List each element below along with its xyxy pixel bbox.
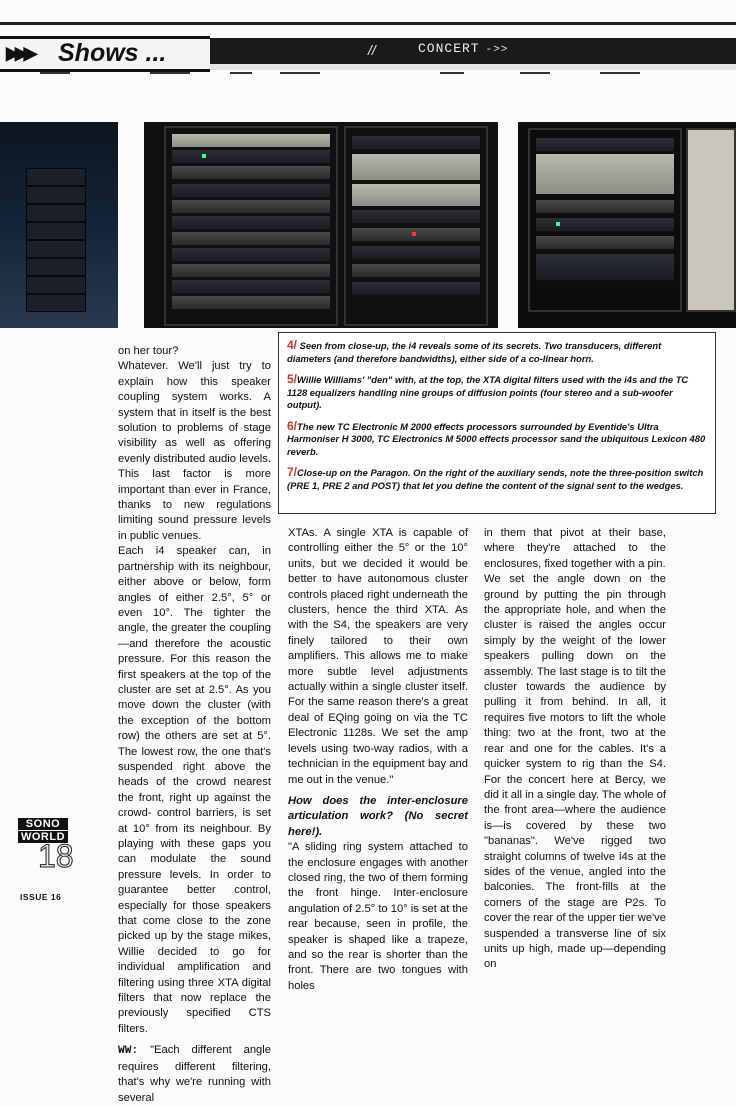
rack-unit [172,248,330,262]
rack-unit [172,134,330,148]
article-column-1 [118,344,271,1106]
paragraph: in them that pivot at their base, where they're attached to the enclosures, fixed together with a pin. [484,527,666,570]
header-dash [520,72,550,74]
rack-unit [536,138,674,152]
header-dash [280,72,320,74]
speaker-initials: WW: [118,1045,139,1058]
rack-unit [536,254,674,281]
header-rule-top [0,22,736,25]
rack-unit [352,264,480,278]
logo-world: WORLD [18,831,68,843]
caption-text: The new TC Electronic M 2000 effects processors surrounded by Eventide's Ultra Harmoniser H 3000, TC Electronics M 5000 effects processor sand the ubiquitous Lexicon 480 reverb. [287,420,706,457]
header-dash [440,72,464,74]
article-column-2 [288,526,468,994]
issue-number: ISSUE 16 [20,892,62,902]
caption-7 [287,466,707,492]
rack-unit [536,218,674,232]
caption-number: 4/ [287,338,298,352]
header-dash [40,72,70,74]
rack-unit [172,166,330,180]
header-dash [230,72,252,74]
paragraph: XTAs. A single XTA is capable of controlling either the 5° or the 10° units, but we decided it would be better to have autonomous cluster controls placed right underneath the clusters, hence the third XTA. As with the S4, the speakers are very finely tailored to their own amplifiers. This allows me to make more subtle level adjustments actually within a single cluster itself. For the same reason there's a great deal of EQing going on via the TC Electronic 1128s. We set the amp levels using two-way radios, with a technician in the equipment bay and me out in the venue." [288,527,468,786]
rack-unit [352,282,480,296]
rack-frame [344,126,488,326]
paragraph: Each i4 speaker can, in partnership with its neighbour, either above or below, form angles of either 2.5°, 5° or even 10°. The tighter the angle, the greater the coupling—and therefore the acoustic pressure. For this reason the first speakers at the top of the cluster are set at 2.5°. As you move down the cluster (with the exception of the bottom row) the others are set at 5°. The lowest row, the one that's suspended right above the heads of the crowd nearest the front, right up against the crowd- control barriers, is set at 10° from its neighbour. By playing with these gaps you can modulate the sound pressure levels. In order to guarantee better control, especially for those speakers that come close to the zone picked up by the stage mikes, Willie decided to go for individual amplification and filtering using three XTA digital filters that now replace the previously specified CTS filters. [118,545,271,1035]
concert-arrow: ->> [485,44,509,56]
article-column-3 [484,526,666,973]
speaker-box [26,294,86,312]
paragraph: on her tour? [118,345,179,357]
arrows-icon: ▶▶▶ [6,43,33,63]
rack-unit [172,264,330,278]
speaker-box [26,222,86,240]
rack-unit [172,280,330,294]
speaker-box [26,186,86,204]
header-dash [150,72,190,74]
photo-captions [278,332,716,514]
caption-text: Willie Williams' "den" with, at the top, the XTA digital filters used with the i4s and the TC 1128 equalizers handling nine groups of diffusion points (four stereo and a sub-woofer output). [287,374,689,410]
rack-unit [172,216,330,230]
interview-question: How does the inter-enclosure articulation work? (No secret here!). [288,794,468,838]
speaker-box [26,240,86,258]
caption-number: 7/ [287,465,298,479]
page-number: 18 [38,838,74,874]
caption-4 [287,339,707,365]
paragraph: Whatever. We'll just try to explain how this speaker coupling system works. A system that in itself is the best solution to problems of stage visibility as well as offering evenly distributed audio levels. This last factor is more important than ever in France, thanks to new regulations limiting sound pressure levels in public venues. [118,360,271,542]
logo-sono: SONO [18,818,68,830]
rack-frame [528,128,682,312]
rack-unit [352,210,480,224]
rack-unit [172,200,330,214]
concert-text: CONCERT [418,41,480,56]
rack-unit [352,184,480,207]
photo-speaker-cluster [0,122,118,328]
header-dash [600,72,640,74]
section-label [0,36,210,72]
rack-unit [352,154,480,181]
caption-number: 5/ [287,372,298,386]
speaker-box [26,258,86,276]
caption-6 [287,420,707,459]
rack-unit [536,236,674,250]
section-title: Shows ... [58,39,167,67]
page-header [0,0,736,110]
paragraph: We set the angle down on the ground by putting the pin through the appropriate hole, and when the cluster is raised the angles occur simply by the weight of the lower speakers pulling down on the assembly. The last stage is to tilt the cluster towards the audience by pulling it from behind. In all, it requires five motors to lift the whole thing: two at the front, two at the rear and one for the cables. It's a quicker system to rig than the S4. For the concert here at Bercy, we did it all in a single day. The whole of the front area—where the audience is—is covered by these two "bananas". We've rigged two straight columns of twelve i4s at the sides of the venue, angled into the balconies. The front-fills at the corners of the stage are P2s. To cover the rear of the upper tier we've suspended a transverse line of six units up high, made up—depending on [484,573,666,971]
paragraph-text: "Each different angle requires different filtering, that's why we're running with several [118,1044,271,1104]
rack-unit [172,232,330,246]
caption-5 [287,373,707,412]
caption-text: Close-up on the Paragon. On the right of the auxiliary sends, note the three-position switch (PRE 1, PRE 2 and POST) that let you define the content of the signal sent to the wedges. [287,467,704,491]
paragraph-quote [118,1043,271,1106]
rack-frame [164,126,338,326]
rack-unit [536,154,674,195]
rack-unit [352,136,480,150]
concert-label [418,41,508,56]
rack-unit [172,184,330,198]
photo-equipment-rack [144,122,498,328]
caption-number: 6/ [287,418,298,433]
rack-frame [686,128,736,312]
rack-unit [172,150,330,164]
speaker-box [26,276,86,294]
caption-text: Seen from close-up, the i4 reveals some of its secrets. Two transducers, different diameters (and therefore bandwidths), either side of a co-linear horn. [287,340,662,364]
rack-unit [172,296,330,310]
paragraph: "A sliding ring system attached to the enclosure engages with another closed ring, the two of them forming the front hinge. Inter-enclosure angulation of 2.5° to 10° is set at the rear because, seen in profile, the speaker is shaped like a trapeze, and so the rear is shorter than the front. There are two tongues with holes [288,841,468,992]
rack-unit [536,200,674,214]
rack-unit [352,228,480,242]
header-slashes: // [368,42,376,58]
rack-unit [352,246,480,260]
speaker-box [26,168,86,186]
photo-mixing-console [518,122,736,328]
speaker-box [26,204,86,222]
